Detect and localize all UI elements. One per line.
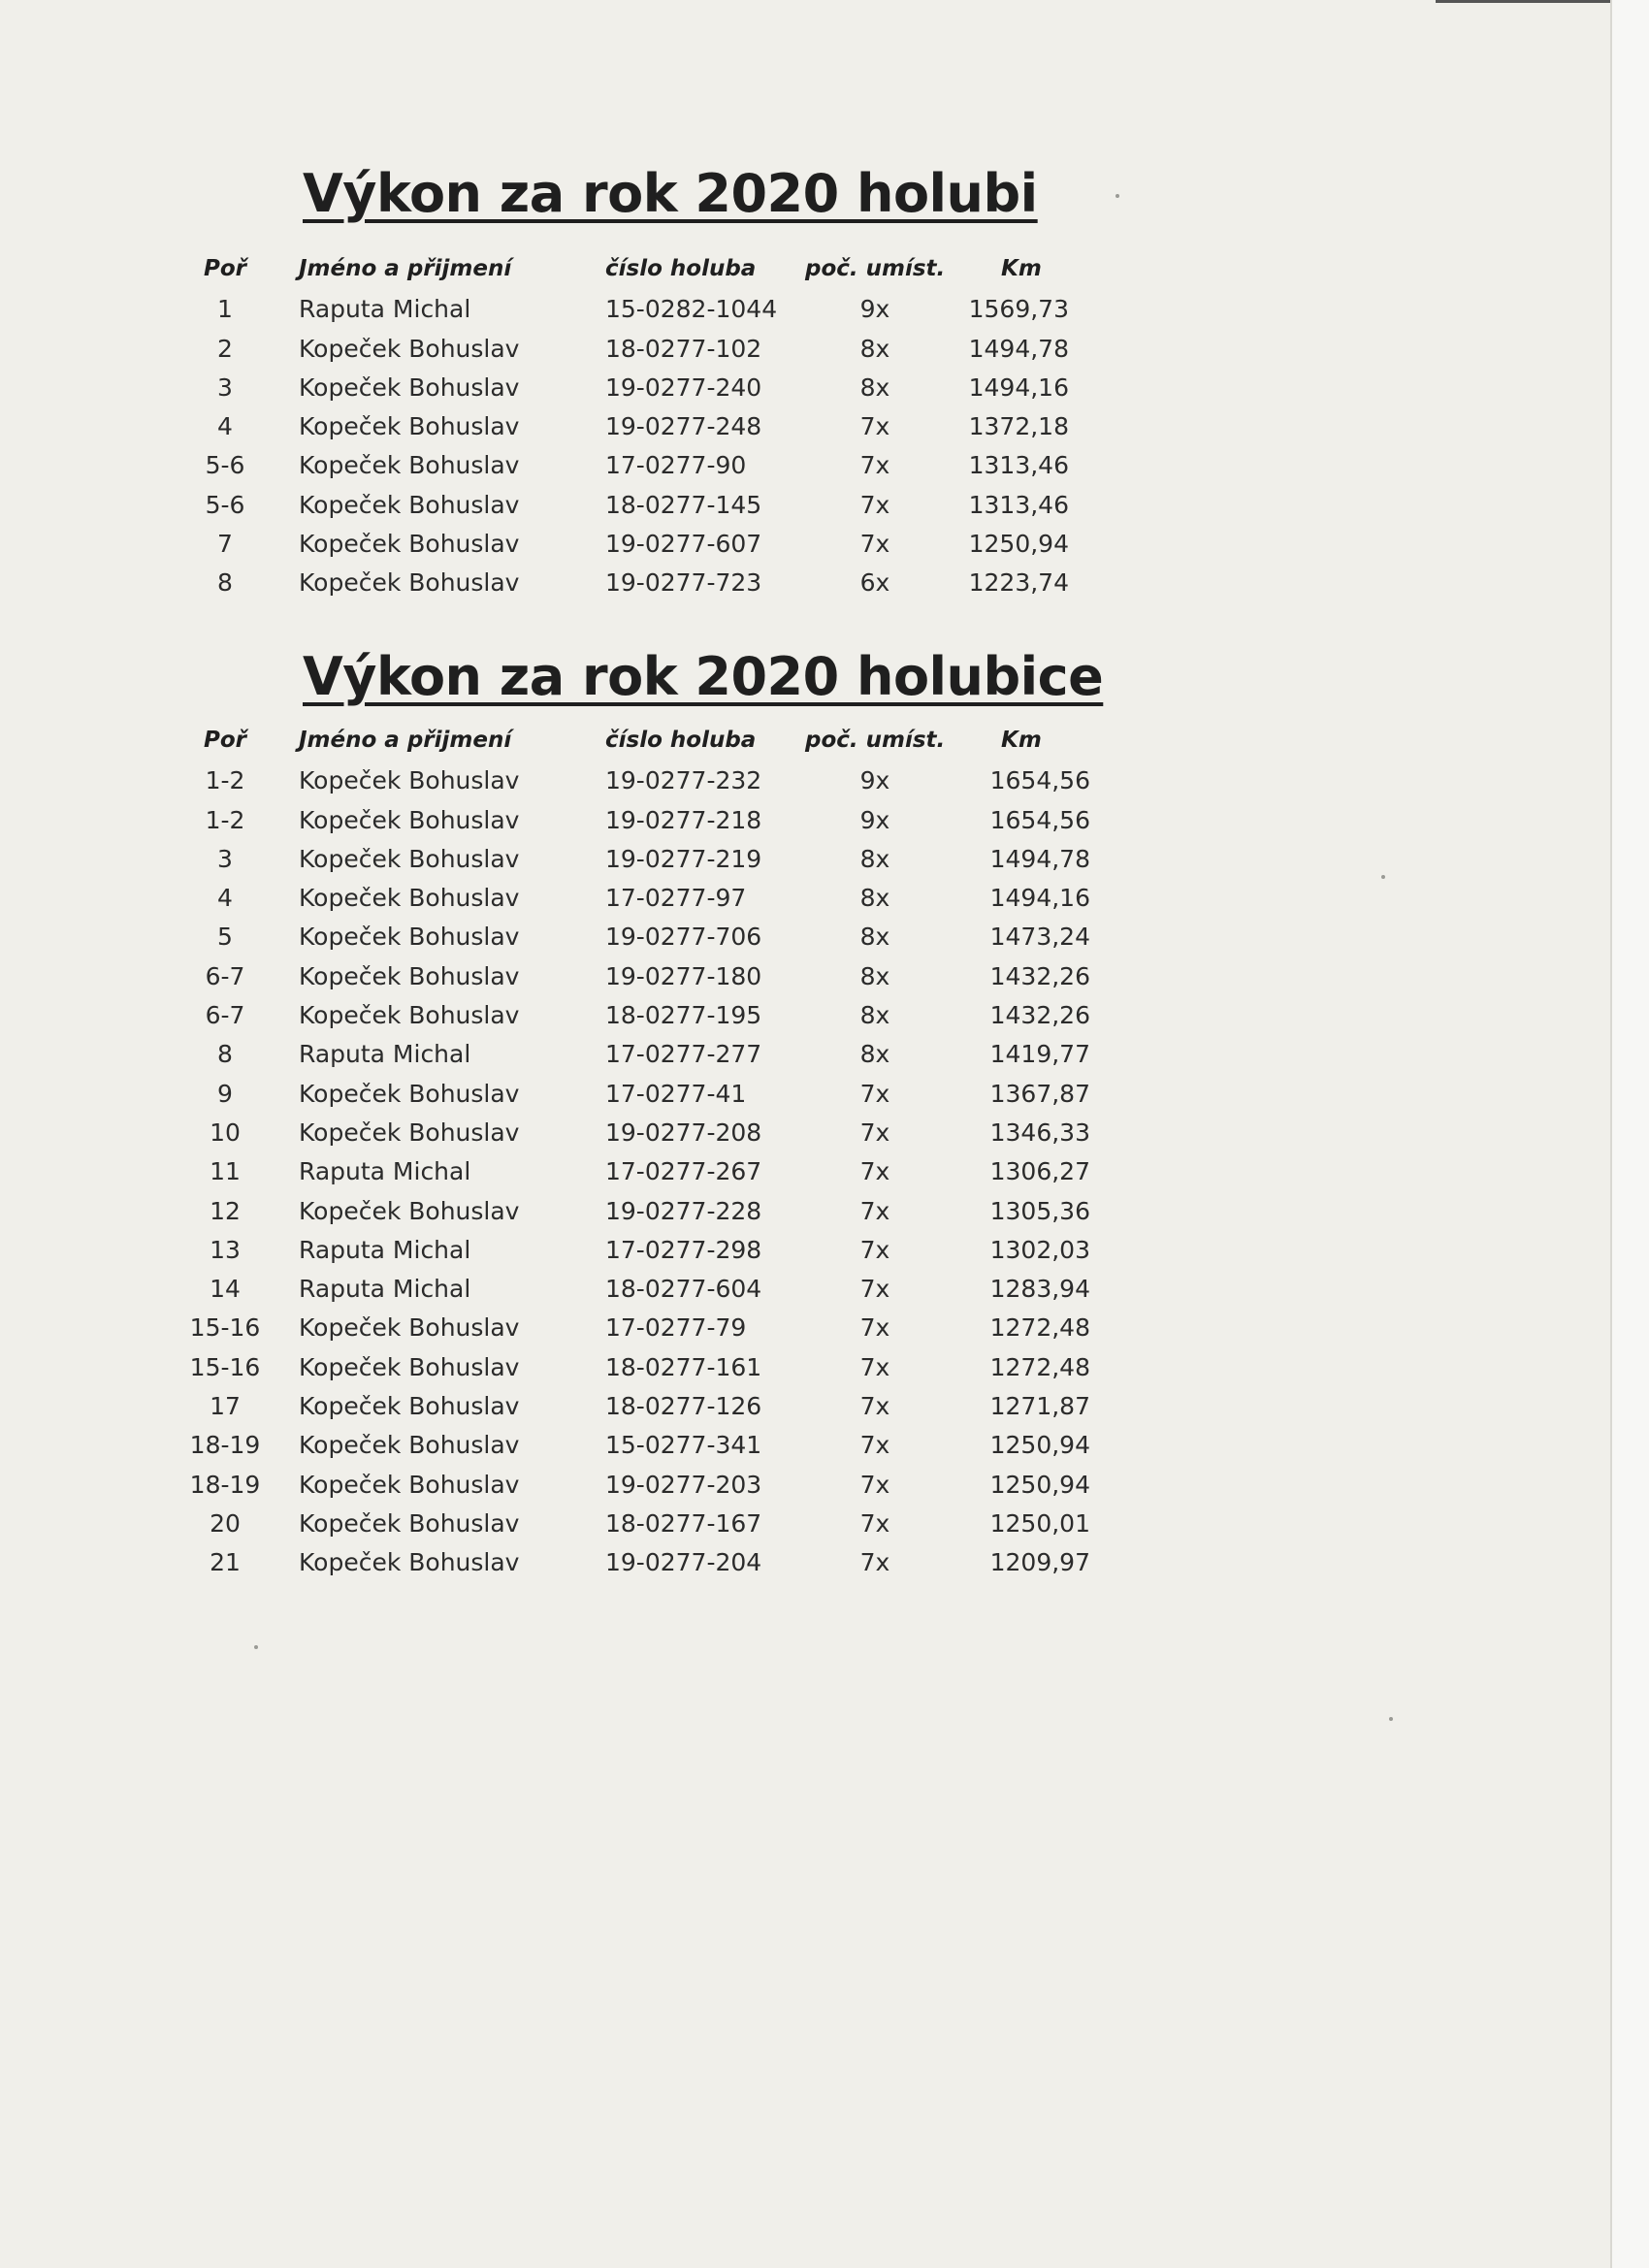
name-cell: Kopeček Bohuslav [299,961,520,990]
table-row [0,295,1612,334]
km-cell: 1302,03 [989,1235,1090,1264]
rank-cell: 7 [217,530,233,559]
name-cell: Kopeček Bohuslav [299,766,520,795]
name-cell: Kopeček Bohuslav [299,1313,520,1343]
table-row [0,1548,1612,1587]
ring-number-cell: 19-0277-232 [605,766,762,795]
rank-cell: 8 [217,1040,233,1069]
females-table-body [0,766,1612,1587]
scan-speck [1116,194,1119,198]
name-cell: Kopeček Bohuslav [299,1392,520,1421]
name-cell: Kopeček Bohuslav [299,844,520,873]
km-cell: 1250,01 [989,1508,1090,1538]
ring-number-cell: 19-0277-248 [605,412,762,441]
header-name: Jméno a přijmení [299,256,512,281]
rank-cell: 5-6 [205,490,245,519]
rank-cell: 12 [210,1196,241,1225]
name-cell: Kopeček Bohuslav [299,805,520,834]
table-row [0,884,1612,923]
km-cell: 1494,78 [968,334,1069,363]
name-cell: Kopeček Bohuslav [299,490,520,519]
rank-cell: 5 [217,923,233,952]
placement-count-cell: 7x [859,1118,890,1147]
header-km: Km [1001,256,1042,281]
rank-cell: 1-2 [205,766,245,795]
name-cell: Raputa Michal [299,1040,471,1069]
header-count: poč. umíst. [805,256,946,281]
table-row [0,1197,1612,1236]
females-title: Výkon za rok 2020 holubice [303,646,1104,707]
rank-cell: 1-2 [205,805,245,834]
name-cell: Kopeček Bohuslav [299,1196,520,1225]
km-cell: 1306,27 [989,1157,1090,1186]
placement-count-cell: 6x [859,568,890,598]
ring-number-cell: 17-0277-90 [605,451,747,480]
header-ring: číslo holuba [605,256,757,281]
rank-cell: 20 [210,1508,241,1538]
name-cell: Raputa Michal [299,1275,471,1304]
table-row [0,923,1612,961]
km-cell: 1346,33 [989,1118,1090,1147]
rank-cell: 10 [210,1118,241,1147]
km-cell: 1367,87 [989,1079,1090,1108]
ring-number-cell: 19-0277-607 [605,530,762,559]
rank-cell: 11 [210,1157,241,1186]
km-cell: 1272,48 [989,1313,1090,1343]
placement-count-cell: 7x [859,1392,890,1421]
scan-speck [254,1645,258,1649]
name-cell: Kopeček Bohuslav [299,884,520,913]
header-ring: číslo holuba [605,728,757,753]
placement-count-cell: 7x [859,451,890,480]
placement-count-cell: 8x [859,1001,890,1030]
km-cell: 1250,94 [989,1470,1090,1499]
placement-count-cell: 7x [859,490,890,519]
table-row [0,1080,1612,1118]
name-cell: Kopeček Bohuslav [299,923,520,952]
km-cell: 1419,77 [989,1040,1090,1069]
ring-number-cell: 19-0277-208 [605,1118,762,1147]
ring-number-cell: 19-0277-228 [605,1196,762,1225]
name-cell: Kopeček Bohuslav [299,568,520,598]
name-cell: Kopeček Bohuslav [299,334,520,363]
ring-number-cell: 19-0277-204 [605,1548,762,1577]
ring-number-cell: 17-0277-267 [605,1157,762,1186]
rank-cell: 6-7 [205,961,245,990]
table-row [0,451,1612,490]
ring-number-cell: 18-0277-161 [605,1352,762,1381]
header-count: poč. umíst. [805,728,946,753]
rank-cell: 13 [210,1235,241,1264]
name-cell: Raputa Michal [299,1235,471,1264]
table-row [0,373,1612,412]
name-cell: Kopeček Bohuslav [299,1118,520,1147]
table-row [0,1275,1612,1313]
males-table-body [0,295,1612,607]
name-cell: Kopeček Bohuslav [299,451,520,480]
ring-number-cell: 17-0277-97 [605,884,747,913]
table-row [0,766,1612,805]
placement-count-cell: 9x [859,805,890,834]
name-cell: Kopeček Bohuslav [299,1001,520,1030]
scan-speck [1389,1717,1393,1721]
placement-count-cell: 7x [859,1548,890,1577]
ring-number-cell: 18-0277-126 [605,1392,762,1421]
females-table [0,728,1612,1588]
rank-cell: 8 [217,568,233,598]
table-row [0,1392,1612,1431]
females-table-header [0,728,1612,766]
placement-count-cell: 8x [859,373,890,402]
table-row [0,1001,1612,1040]
km-cell: 1473,24 [989,923,1090,952]
placement-count-cell: 8x [859,844,890,873]
name-cell: Raputa Michal [299,1157,471,1186]
table-row [0,845,1612,884]
rank-cell: 15-16 [189,1313,261,1343]
table-row [0,1313,1612,1352]
table-row [0,1157,1612,1196]
ring-number-cell: 18-0277-102 [605,334,762,363]
km-cell: 1209,97 [989,1548,1090,1577]
km-cell: 1494,16 [989,884,1090,913]
km-cell: 1372,18 [968,412,1069,441]
header-km: Km [1001,728,1042,753]
header-rank: Poř [203,256,246,281]
km-cell: 1250,94 [989,1431,1090,1460]
name-cell: Kopeček Bohuslav [299,1431,520,1460]
km-cell: 1223,74 [968,568,1069,598]
table-row [0,1353,1612,1392]
km-cell: 1271,87 [989,1392,1090,1421]
table-row [0,412,1612,451]
name-cell: Kopeček Bohuslav [299,1079,520,1108]
table-row [0,1431,1612,1470]
ring-number-cell: 19-0277-723 [605,568,762,598]
km-cell: 1569,73 [968,295,1069,324]
table-row [0,530,1612,568]
rank-cell: 18-19 [189,1431,261,1460]
placement-count-cell: 7x [859,1470,890,1499]
km-cell: 1654,56 [989,766,1090,795]
name-cell: Kopeček Bohuslav [299,1508,520,1538]
km-cell: 1432,26 [989,1001,1090,1030]
ring-number-cell: 17-0277-41 [605,1079,747,1108]
rank-cell: 4 [217,884,233,913]
rank-cell: 3 [217,844,233,873]
placement-count-cell: 8x [859,961,890,990]
name-cell: Kopeček Bohuslav [299,1352,520,1381]
header-rank: Poř [203,728,246,753]
name-cell: Kopeček Bohuslav [299,530,520,559]
km-cell: 1272,48 [989,1352,1090,1381]
placement-count-cell: 9x [859,766,890,795]
rank-cell: 1 [217,295,233,324]
rank-cell: 2 [217,334,233,363]
ring-number-cell: 19-0277-218 [605,805,762,834]
placement-count-cell: 7x [859,1196,890,1225]
males-table [0,256,1612,608]
km-cell: 1494,16 [968,373,1069,402]
table-row [0,335,1612,373]
table-row [0,1471,1612,1509]
table-row [0,1509,1612,1548]
table-row [0,491,1612,530]
table-row [0,1040,1612,1079]
rank-cell: 6-7 [205,1001,245,1030]
name-cell: Kopeček Bohuslav [299,1548,520,1577]
placement-count-cell: 7x [859,1235,890,1264]
ring-number-cell: 15-0282-1044 [605,295,778,324]
km-cell: 1654,56 [989,805,1090,834]
ring-number-cell: 15-0277-341 [605,1431,762,1460]
ring-number-cell: 17-0277-298 [605,1235,762,1264]
table-row [0,962,1612,1001]
placement-count-cell: 7x [859,1431,890,1460]
km-cell: 1250,94 [968,530,1069,559]
rank-cell: 21 [210,1548,241,1577]
km-cell: 1305,36 [989,1196,1090,1225]
ring-number-cell: 18-0277-604 [605,1275,762,1304]
placement-count-cell: 8x [859,884,890,913]
table-row [0,806,1612,845]
placement-count-cell: 7x [859,1508,890,1538]
name-cell: Kopeček Bohuslav [299,373,520,402]
males-title: Výkon za rok 2020 holubi [303,163,1038,224]
ring-number-cell: 19-0277-203 [605,1470,762,1499]
placement-count-cell: 7x [859,1275,890,1304]
ring-number-cell: 19-0277-180 [605,961,762,990]
placement-count-cell: 7x [859,1079,890,1108]
ring-number-cell: 19-0277-240 [605,373,762,402]
rank-cell: 18-19 [189,1470,261,1499]
ring-number-cell: 17-0277-277 [605,1040,762,1069]
ring-number-cell: 19-0277-706 [605,923,762,952]
table-row [0,1236,1612,1275]
ring-number-cell: 19-0277-219 [605,844,762,873]
rank-cell: 5-6 [205,451,245,480]
scan-speck [1381,875,1385,879]
km-cell: 1494,78 [989,844,1090,873]
km-cell: 1313,46 [968,490,1069,519]
rank-cell: 17 [210,1392,241,1421]
name-cell: Kopeček Bohuslav [299,1470,520,1499]
table-row [0,1118,1612,1157]
name-cell: Raputa Michal [299,295,471,324]
placement-count-cell: 7x [859,1157,890,1186]
placement-count-cell: 9x [859,295,890,324]
ring-number-cell: 18-0277-167 [605,1508,762,1538]
placement-count-cell: 8x [859,1040,890,1069]
placement-count-cell: 7x [859,1313,890,1343]
header-name: Jméno a přijmení [299,728,512,753]
rank-cell: 15-16 [189,1352,261,1381]
name-cell: Kopeček Bohuslav [299,412,520,441]
ring-number-cell: 18-0277-145 [605,490,762,519]
placement-count-cell: 7x [859,530,890,559]
rank-cell: 14 [210,1275,241,1304]
placement-count-cell: 7x [859,1352,890,1381]
km-cell: 1313,46 [968,451,1069,480]
placement-count-cell: 8x [859,923,890,952]
rank-cell: 3 [217,373,233,402]
placement-count-cell: 7x [859,412,890,441]
km-cell: 1283,94 [989,1275,1090,1304]
km-cell: 1432,26 [989,961,1090,990]
rank-cell: 4 [217,412,233,441]
males-table-header [0,256,1612,295]
rank-cell: 9 [217,1079,233,1108]
table-row [0,568,1612,607]
ring-number-cell: 17-0277-79 [605,1313,747,1343]
ring-number-cell: 18-0277-195 [605,1001,762,1030]
page-edge [1610,0,1649,2268]
placement-count-cell: 8x [859,334,890,363]
